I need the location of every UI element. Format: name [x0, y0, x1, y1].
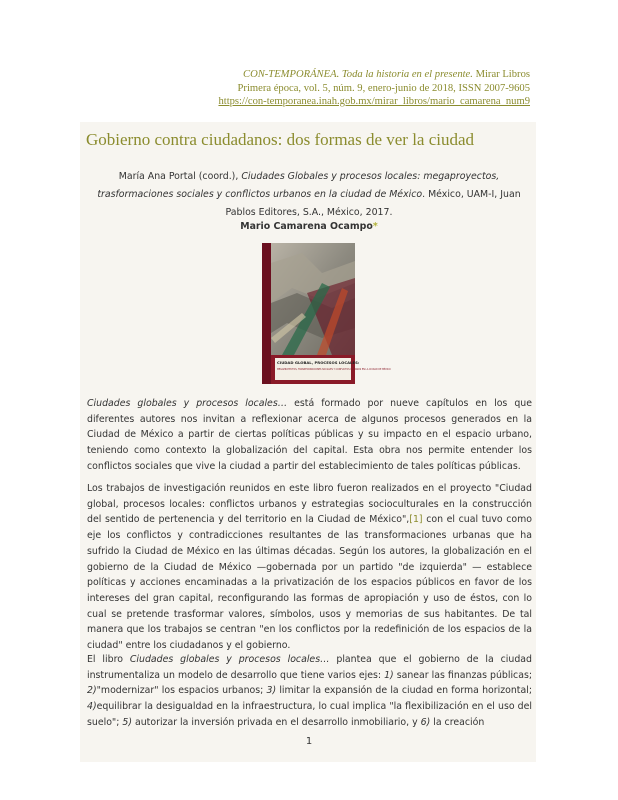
- p2-text-b: con el cual tuvo como eje los conflictos y contradicciones resultantes de las transformaciones urbanas que ha sufrido la Ciudad de México en las últimas décadas. Según los autores, la globalización en el gobierno de la Ciudad de México —gobernada por un partido "de izquierda" — establece políticas y acciones encaminadas a la privatización de los espacios públicos en favor de los intereses del gran capital, reconfigurando las formas de apropiación y uso de éstos, con lo cual se pretende trasformar valores, símbolos, usos y memorias de sus habitantes. De tal manera que los trabajos se centran "en los conflictos por la redefinición de los espacios de la ciudad" entre los ciudadanos y el gobierno.: [87, 514, 533, 652]
- p3-num-2: 2): [87, 685, 97, 697]
- page-number: 1: [305, 736, 313, 747]
- p3-text-f: equilibrar la desigualdad en la infraestructura, lo cual implica "la flexibilización en el uso del suelo";: [87, 701, 532, 728]
- footnote-link-1[interactable]: [1]: [409, 514, 423, 526]
- citation-editor: María Ana Portal (coord.),: [118, 171, 242, 182]
- author-footnote-mark[interactable]: *: [372, 221, 378, 232]
- journal-name: CON-TEMPORÁNEA. Toda la historia en el presente.: [243, 69, 473, 80]
- p1-text: está formado por nueve capítulos en los que diferentes autores nos invitan a reflexionar acerca de algunos procesos generados en la Ciudad de México a partir de ciertas políticas públicas y su impacto en el espacio urbano, teniendo como contexto la globalización del capital. Esta obra nos permite entender los conflictos sociales que vive la ciudad a partir del establecimiento de tales políticas públicas.: [87, 398, 532, 472]
- article-author: [84, 221, 534, 232]
- p3-num-4: 4): [87, 701, 97, 713]
- journal-issue: Primera época, vol. 5, núm. 9, enero-junio de 2018, ISSN 2007-9605: [237, 82, 530, 94]
- p3-text-h: la creación: [430, 716, 485, 728]
- p3-text-a: El libro: [87, 654, 130, 665]
- article-url-link[interactable]: https://con-temporanea.inah.gob.mx/mirar_libros/mario_camarena_num9: [218, 96, 530, 107]
- p3-num-1: 1): [384, 669, 394, 681]
- p3-text-c: sanear las finanzas públicas;: [393, 669, 533, 681]
- book-citation: [84, 168, 534, 222]
- p2-text-a: Los trabajos de investigación reunidos en este libro fueron realizados en el proyecto "Ciudad global, procesos locales: conflictos urbanos y estrategias socioculturales en la construcción del sentido de pertenencia y del territorio en la Ciudad de México",: [87, 483, 532, 526]
- p3-num-3: 3): [266, 685, 277, 697]
- p1-book-title: Ciudades globales y procesos locales…: [87, 398, 288, 409]
- cover-title: CIUDAD GLOBAL, PROCESOS LOCALES:: [277, 360, 360, 365]
- p3-num-6: 6): [420, 716, 431, 728]
- p3-num-5: 5): [122, 716, 133, 728]
- paragraph-3: [87, 652, 532, 731]
- p3-text-e: limitar la expansión de la ciudad en forma horizontal;: [276, 685, 532, 697]
- journal-section: Mirar Libros: [472, 69, 530, 80]
- book-cover-image: [262, 243, 391, 384]
- journal-header: [218, 68, 530, 109]
- p3-text-b: plantea que el gobierno de la ciudad instrumentaliza un modelo de desarrollo que tiene varios ejes:: [87, 654, 532, 681]
- paragraph-2: [87, 481, 532, 654]
- citation-book-title: Ciudades Globales y procesos locales: megaproyectos, trasformaciones sociales y conflictos urbanos en la ciudad de México: [97, 171, 500, 200]
- author-name: Mario Camarena Ocampo: [240, 221, 373, 232]
- paragraph-1: [87, 396, 532, 475]
- article-title: Gobierno contra ciudadanos: dos formas de ver la ciudad: [86, 130, 475, 149]
- p3-text-d: "modernizar" los espacios urbanos;: [96, 685, 267, 697]
- cover-subtitle: MEGAPROYECTOS, TRANSFORMACIONES SOCIALES Y CONFLICTOS URBANOS EN LA CIUDAD DE MÉXICO: [277, 368, 391, 371]
- p3-book-title: Ciudades globales y procesos locales…: [129, 654, 330, 665]
- p3-text-g: autorizar la inversión privada en el desarrollo inmobiliario, y: [132, 716, 421, 728]
- citation-publisher: . México, UAM-I, Juan Pablos Editores, S.A., México, 2017.: [225, 189, 521, 218]
